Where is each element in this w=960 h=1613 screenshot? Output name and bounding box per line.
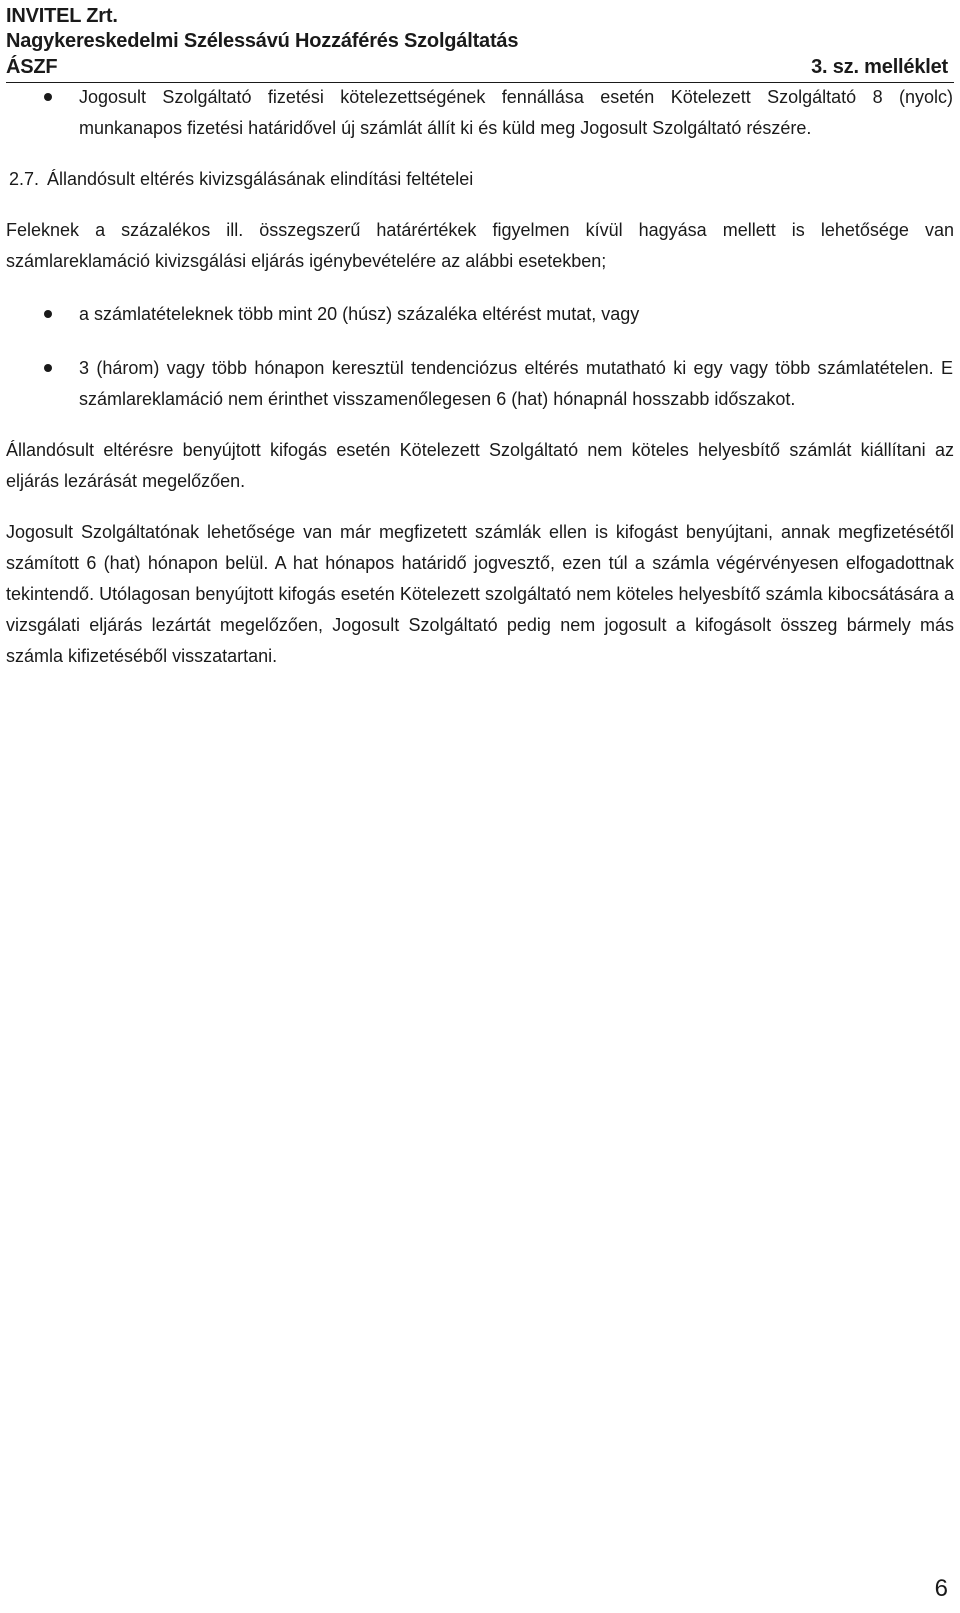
header-service-title: Nagykereskedelmi Szélessávú Hozzáférés Szolgáltatás	[6, 30, 519, 52]
document-page	[6, 0, 954, 1613]
page-number: 6	[934, 1575, 948, 1602]
header-rule-row	[6, 54, 954, 83]
list-item-text: Jogosult Szolgáltató fizetési kötelezettségének fennállása esetén Kötelezett Szolgáltató 8 (nyolc) munkanapos fizetési határidővel új számlát állít ki és küld meg Jogosult Szolgáltató részére.	[79, 87, 953, 138]
section-number: 2.7.	[9, 169, 40, 189]
paragraph: Állandósult eltérésre benyújtott kifogás esetén Kötelezett Szolgáltató nem köteles helyesbítő számlát kiállítani az eljárás lezárását megelőzően.	[6, 440, 954, 491]
header-doc-short: ÁSZF	[6, 56, 58, 78]
bullet-icon	[44, 310, 52, 318]
paragraph: Jogosult Szolgáltatónak lehetősége van már megfizetett számlák ellen is kifogást benyújtani, annak megfizetésétől számított 6 (hat) hónapon belül. A hat hónapos határidő jogvesztő, ezen túl a számla végérvényesen elfogadottnak tekintendő. Utólagosan benyújtott kifogás esetén Kötelezett szolgáltató nem köteles helyesbítő számla kibocsátására a vizsgálati eljárás lezártát megelőzően, Jogosult Szolgáltató pedig nem jogosult a kifogásolt összeg bármely más számla kifizetéséből visszatartani.	[6, 522, 954, 666]
header-annex: 3. sz. melléklet	[811, 56, 948, 78]
section-title: Állandósult eltérés kivizsgálásának elindítási feltételei	[47, 169, 474, 189]
intro-paragraph: Feleknek a százalékos ill. összegszerű határértékek figyelmen kívül hagyása mellett is lehetősége van számlareklamáció kivizsgálási eljárás igénybevételére az alábbi esetekben;	[6, 220, 954, 271]
list-item-text: a számlatételeknek több mint 20 (húsz) százaléka eltérést mutat, vagy	[79, 304, 640, 324]
bullet-icon	[44, 93, 52, 101]
list-item-text: 3 (három) vagy több hónapon keresztül tendenciózus eltérés mutatható ki egy vagy több számlatételen. E számlareklamáció nem érinthet visszamenőlegesen 6 (hat) hónapnál hosszabb időszakot.	[79, 358, 953, 409]
section-heading	[9, 164, 473, 195]
header-company: INVITEL Zrt.	[6, 5, 118, 27]
bullet-icon	[44, 364, 52, 372]
